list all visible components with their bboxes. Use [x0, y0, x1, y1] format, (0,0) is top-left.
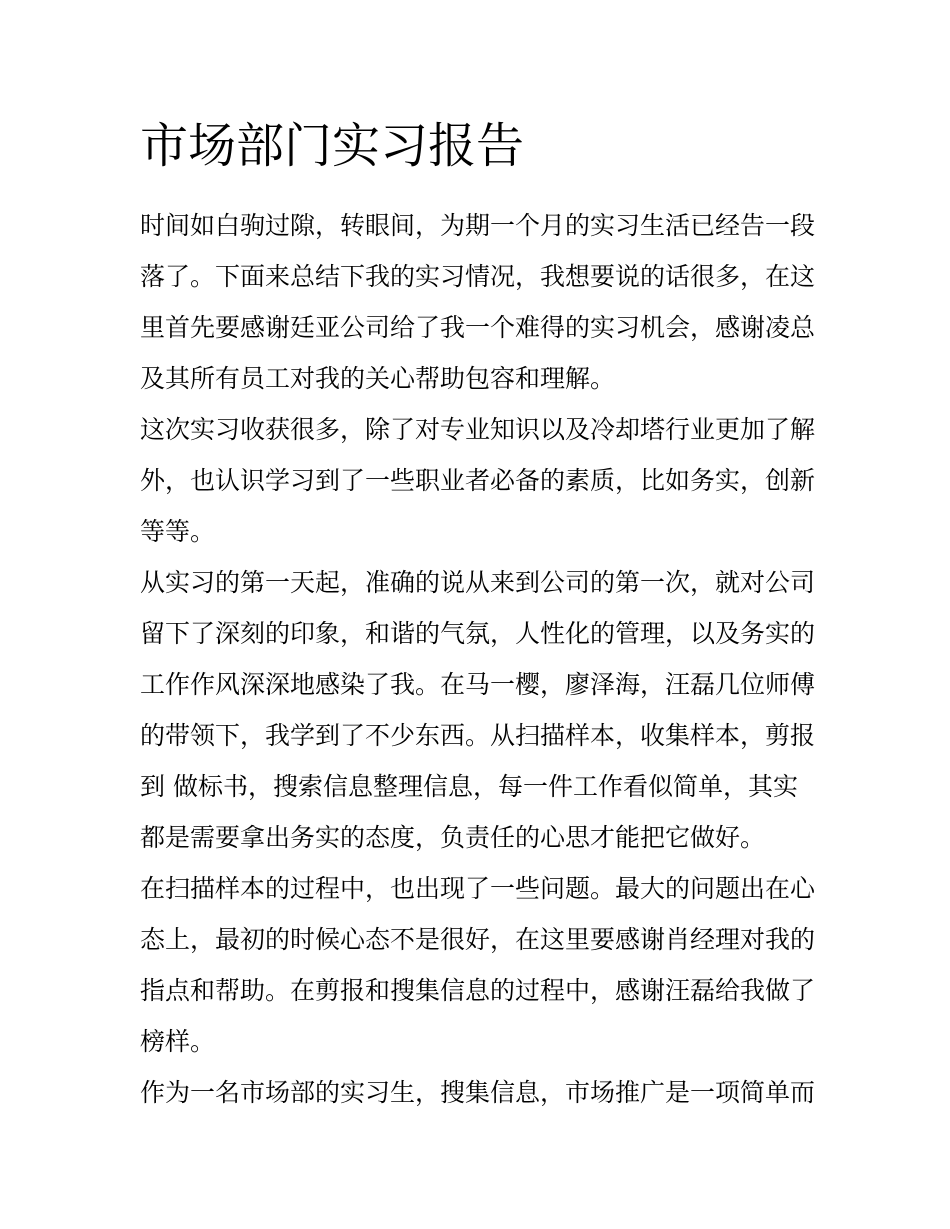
paragraph-line: 落了。下面来总结下我的实习情况，我想要说的话很多，在这	[140, 262, 816, 291]
paragraph-1	[140, 200, 816, 404]
document-title: 市场部门实习报告	[140, 118, 525, 174]
document-page	[140, 0, 816, 1118]
paragraph-line: 外，也认识学习到了一些职业者必备的素质，比如务实，创新	[140, 466, 816, 495]
paragraph-5	[140, 1067, 816, 1118]
paragraph-line: 时间如白驹过隙，转眼间，为期一个月的实习生活已经告一段	[140, 211, 816, 240]
paragraph-4	[140, 863, 816, 1067]
paragraph-line: 在扫描样本的过程中，也出现了一些问题。最大的问题出在心	[140, 874, 816, 903]
paragraph-line: 从实习的第一天起，准确的说从来到公司的第一次，就对公司	[140, 568, 816, 597]
paragraph-2	[140, 404, 816, 557]
paragraph-line: 榜样。	[140, 1027, 216, 1056]
paragraph-3	[140, 557, 816, 863]
paragraph-line: 态上，最初的时候心态不是很好，在这里要感谢肖经理对我的	[140, 925, 816, 954]
paragraph-line: 指点和帮助。在剪报和搜集信息的过程中，感谢汪磊给我做了	[140, 976, 816, 1005]
paragraph-line: 这次实习收获很多，除了对专业知识以及冷却塔行业更加了解	[140, 415, 816, 444]
document-body	[140, 200, 816, 1118]
paragraph-line: 及其所有员工对我的关心帮助包容和理解。	[140, 364, 616, 393]
paragraph-line: 等等。	[140, 517, 216, 546]
paragraph-line: 留下了深刻的印象，和谐的气氛，人性化的管理，以及务实的	[140, 619, 816, 648]
paragraph-line: 都是需要拿出务实的态度，负责任的心思才能把它做好。	[140, 823, 766, 852]
paragraph-line: 里首先要感谢廷亚公司给了我一个难得的实习机会，感谢凌总	[140, 313, 816, 342]
paragraph-line: 作为一名市场部的实习生，搜集信息，市场推广是一项简单而	[140, 1078, 816, 1107]
paragraph-line: 到 做标书，搜索信息整理信息，每一件工作看似简单，其实	[140, 772, 798, 801]
paragraph-line: 的带领下，我学到了不少东西。从扫描样本，收集样本，剪报	[140, 721, 816, 750]
paragraph-line: 工作作风深深地感染了我。在马一樱，廖泽海，汪磊几位师傅	[140, 670, 816, 699]
